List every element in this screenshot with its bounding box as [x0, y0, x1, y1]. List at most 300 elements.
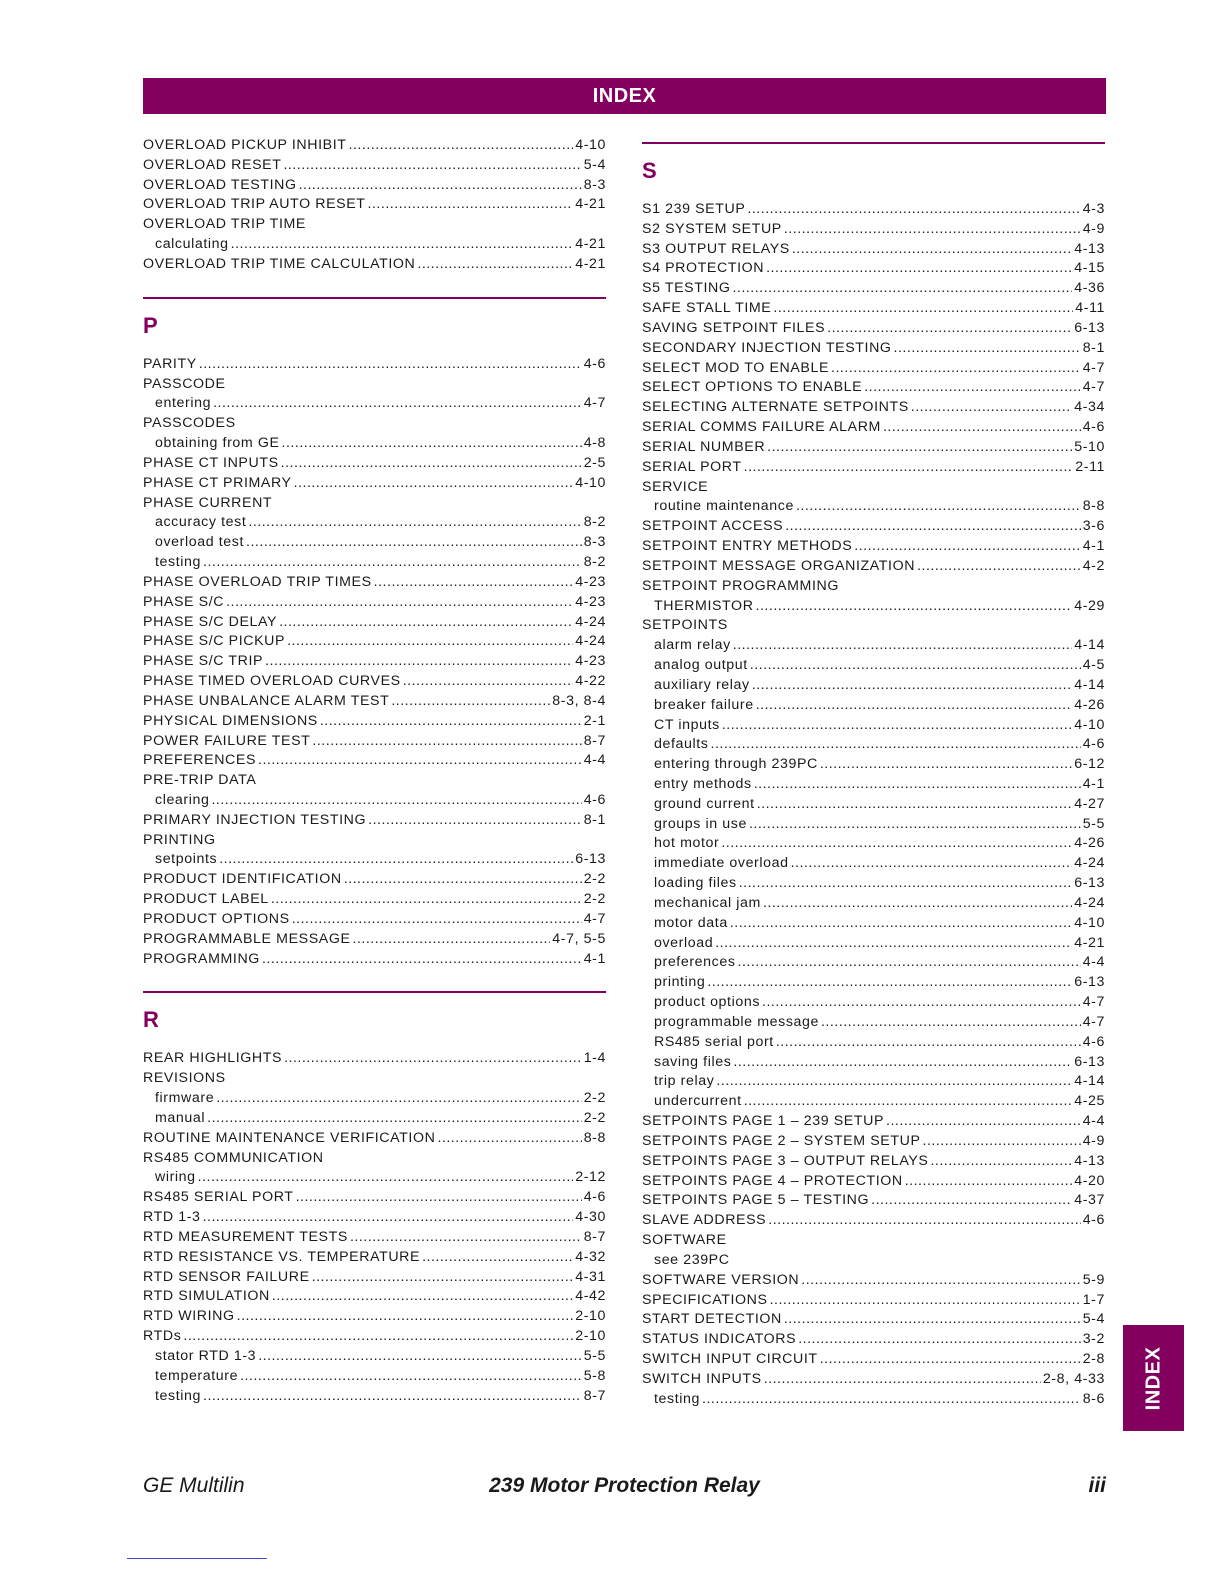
- index-subentry[interactable]: [642, 1053, 1105, 1073]
- footer-company: GE Multilin: [143, 1474, 245, 1497]
- index-entry[interactable]: [143, 1049, 606, 1069]
- index-entry[interactable]: [143, 1307, 606, 1327]
- entry-term: OVERLOAD TESTING: [143, 176, 297, 193]
- entry-page-ref: 4-7, 5-5: [552, 930, 606, 947]
- entry-page-ref: 4-21: [575, 196, 606, 213]
- entry-term: ground current: [654, 795, 755, 812]
- entry-term: SAFE STALL TIME: [642, 300, 772, 317]
- dot-leader: [739, 874, 1072, 894]
- dot-leader: [287, 632, 573, 652]
- index-entry[interactable]: [143, 1268, 606, 1288]
- entry-term: OVERLOAD PICKUP INHIBIT: [143, 136, 347, 153]
- dot-leader: [284, 1049, 582, 1069]
- entry-term: product options: [654, 994, 761, 1011]
- entry-page-ref: 4-24: [1074, 894, 1105, 911]
- index-subentry[interactable]: [642, 815, 1105, 835]
- index-entry[interactable]: [143, 474, 606, 494]
- index-subentry[interactable]: [143, 434, 606, 454]
- header-title: INDEX: [592, 84, 657, 107]
- dot-leader: [271, 890, 582, 910]
- entry-page-ref: 8-3: [583, 176, 606, 193]
- entry-term: overload: [654, 934, 714, 951]
- index-entry[interactable]: [642, 517, 1105, 537]
- dot-leader: [871, 1191, 1072, 1211]
- entry-term: calculating: [155, 236, 229, 253]
- index-subentry[interactable]: [143, 394, 606, 414]
- entry-term: motor data: [654, 914, 728, 931]
- index-entry[interactable]: [642, 359, 1105, 379]
- entry-term: SPECIFICATIONS: [642, 1291, 768, 1308]
- index-entry[interactable]: [143, 136, 606, 156]
- entry-term: PHASE UNBALANCE ALARM TEST: [143, 692, 390, 709]
- entry-term: SWITCH INPUT CIRCUIT: [642, 1351, 818, 1368]
- index-subentry[interactable]: [143, 1347, 606, 1367]
- index-subentry[interactable]: [143, 1168, 606, 1188]
- entry-page-ref: 5-5: [583, 1347, 606, 1364]
- dot-leader: [733, 636, 1072, 656]
- index-entry[interactable]: [642, 1112, 1105, 1132]
- dot-leader: [258, 1347, 582, 1367]
- index-entry: [143, 771, 606, 791]
- entry-page-ref: 1-7: [1082, 1291, 1105, 1308]
- index-entry[interactable]: [143, 632, 606, 652]
- dot-leader: [258, 751, 582, 771]
- index-subentry[interactable]: [642, 1390, 1105, 1410]
- entry-term: REAR HIGHLIGHTS: [143, 1050, 283, 1067]
- index-entry[interactable]: [143, 1129, 606, 1149]
- index-subentry[interactable]: [642, 1033, 1105, 1053]
- index-entry[interactable]: [642, 1211, 1105, 1231]
- entry-term: saving files: [654, 1053, 732, 1070]
- entry-page-ref: 4-6: [1082, 1033, 1105, 1050]
- entry-term: PROGRAMMABLE MESSAGE: [143, 930, 351, 947]
- entry-page-ref: 4-14: [1074, 637, 1105, 654]
- index-entry[interactable]: [143, 672, 606, 692]
- index-subentry[interactable]: [642, 735, 1105, 755]
- index-entry[interactable]: [642, 200, 1105, 220]
- entry-page-ref: 4-7: [1082, 379, 1105, 396]
- entry-term: SETPOINTS: [642, 617, 728, 634]
- entry-term: undercurrent: [654, 1093, 742, 1110]
- index-entry[interactable]: [143, 732, 606, 752]
- dot-leader: [767, 438, 1072, 458]
- entry-page-ref: 4-6: [1082, 736, 1105, 753]
- left-sections: [143, 297, 606, 1407]
- entry-term: loading files: [654, 875, 737, 892]
- dot-leader: [756, 696, 1073, 716]
- entry-page-ref: 8-7: [583, 732, 606, 749]
- index-entry[interactable]: [642, 339, 1105, 359]
- entry-page-ref: 5-10: [1074, 438, 1105, 455]
- entry-page-ref: 4-23: [575, 653, 606, 670]
- index-entry: [642, 478, 1105, 498]
- entry-page-ref: 4-13: [1074, 1152, 1105, 1169]
- dot-leader: [199, 355, 582, 375]
- dot-leader: [240, 1367, 582, 1387]
- entry-term: POWER FAILURE TEST: [143, 732, 311, 749]
- left-index-column: [143, 136, 606, 1406]
- entry-page-ref: 4-9: [1082, 1132, 1105, 1149]
- entry-term: PRODUCT OPTIONS: [143, 910, 290, 927]
- entry-page-ref: 2-8: [1082, 1351, 1105, 1368]
- index-entry[interactable]: [143, 593, 606, 613]
- entry-page-ref: 2-5: [583, 454, 606, 471]
- index-subentry[interactable]: [143, 1367, 606, 1387]
- dot-leader: [752, 676, 1072, 696]
- dot-leader: [279, 613, 573, 633]
- entry-page-ref: 4-10: [575, 474, 606, 491]
- index-subentry[interactable]: [642, 676, 1105, 696]
- index-entry[interactable]: [642, 378, 1105, 398]
- entry-term: wiring: [155, 1169, 196, 1186]
- index-entry[interactable]: [642, 418, 1105, 438]
- index-entry[interactable]: [143, 890, 606, 910]
- entry-page-ref: 4-7: [583, 395, 606, 412]
- index-subentry[interactable]: [642, 914, 1105, 934]
- dot-leader: [296, 1188, 582, 1208]
- entry-page-ref: 4-8: [583, 435, 606, 452]
- dot-leader: [730, 914, 1072, 934]
- entry-page-ref: 8-1: [583, 811, 606, 828]
- entry-page-ref: 4-23: [575, 593, 606, 610]
- entry-term: SERIAL PORT: [642, 458, 742, 475]
- dot-leader: [754, 775, 1081, 795]
- entry-term: SETPOINT MESSAGE ORGANIZATION: [642, 557, 916, 574]
- index-entry[interactable]: [642, 1370, 1105, 1390]
- index-entry: [143, 414, 606, 434]
- dot-leader: [796, 497, 1081, 517]
- index-entry[interactable]: [642, 220, 1105, 240]
- index-entry[interactable]: [143, 692, 606, 712]
- index-entry[interactable]: [642, 1310, 1105, 1330]
- dot-leader: [715, 934, 1072, 954]
- dot-leader: [917, 557, 1081, 577]
- dot-leader: [784, 1310, 1081, 1330]
- index-subentry[interactable]: [143, 235, 606, 255]
- index-entry[interactable]: [642, 1330, 1105, 1350]
- index-subentry[interactable]: [642, 953, 1105, 973]
- dot-leader: [744, 458, 1074, 478]
- index-entry[interactable]: [143, 1248, 606, 1268]
- entry-term: START DETECTION: [642, 1311, 782, 1328]
- entry-term: groups in use: [654, 815, 747, 832]
- index-entry[interactable]: [642, 1271, 1105, 1291]
- entry-page-ref: 4-9: [1082, 220, 1105, 237]
- dot-leader: [854, 537, 1080, 557]
- entry-term: testing: [155, 1387, 202, 1404]
- entry-term: RTDs: [143, 1328, 182, 1345]
- entry-term: see 239PC: [654, 1251, 730, 1268]
- dot-leader: [798, 1330, 1081, 1350]
- index-entry[interactable]: [143, 1327, 606, 1347]
- index-entry[interactable]: [642, 537, 1105, 557]
- index-entry[interactable]: [642, 240, 1105, 260]
- index-subentry[interactable]: [143, 791, 606, 811]
- index-entry[interactable]: [143, 195, 606, 215]
- dot-leader: [785, 517, 1080, 537]
- dot-leader: [216, 1089, 581, 1109]
- index-entry[interactable]: [143, 454, 606, 474]
- entry-page-ref: 2-8, 4-33: [1042, 1370, 1105, 1387]
- index-entry[interactable]: [143, 751, 606, 771]
- entry-page-ref: 4-14: [1074, 676, 1105, 693]
- index-subentry[interactable]: [642, 835, 1105, 855]
- dot-leader: [784, 220, 1081, 240]
- entry-term: testing: [654, 1390, 701, 1407]
- dot-leader: [773, 299, 1073, 319]
- entry-term: S3 OUTPUT RELAYS: [642, 240, 790, 257]
- entry-term: entering through 239PC: [654, 756, 818, 773]
- index-entry[interactable]: [642, 398, 1105, 418]
- entry-page-ref: 2-2: [583, 871, 606, 888]
- dot-leader: [198, 1168, 574, 1188]
- dot-leader: [265, 652, 573, 672]
- entry-term: defaults: [654, 736, 709, 753]
- dot-leader: [417, 255, 573, 275]
- index-entry[interactable]: [642, 458, 1105, 478]
- index-subentry[interactable]: [642, 1092, 1105, 1112]
- index-subentry[interactable]: [642, 854, 1105, 874]
- index-subentry[interactable]: [143, 1109, 606, 1129]
- index-entry[interactable]: [143, 930, 606, 950]
- dot-leader: [299, 176, 582, 196]
- entry-page-ref: 4-14: [1074, 1073, 1105, 1090]
- dot-leader: [883, 418, 1081, 438]
- index-entry[interactable]: [143, 1228, 606, 1248]
- dot-leader: [768, 1211, 1080, 1231]
- index-entry[interactable]: [642, 1350, 1105, 1370]
- index-subentry[interactable]: [642, 973, 1105, 993]
- index-subentry[interactable]: [642, 795, 1105, 815]
- index-entry[interactable]: [642, 319, 1105, 339]
- dot-leader: [905, 1172, 1072, 1192]
- entry-term: RS485 COMMUNICATION: [143, 1149, 324, 1166]
- index-entry[interactable]: [143, 1208, 606, 1228]
- entry-page-ref: 4-1: [1082, 776, 1105, 792]
- dot-leader: [886, 1112, 1081, 1132]
- entry-page-ref: 4-15: [1074, 260, 1105, 277]
- dot-leader: [750, 656, 1081, 676]
- entry-page-ref: 4-4: [583, 752, 606, 769]
- dot-leader: [766, 259, 1072, 279]
- entry-term: OVERLOAD TRIP TIME: [143, 216, 306, 233]
- entry-term: SOFTWARE VERSION: [642, 1271, 800, 1288]
- dot-leader: [246, 533, 582, 553]
- entry-term: routine maintenance: [654, 498, 794, 515]
- index-subentry[interactable]: [642, 1013, 1105, 1033]
- dot-leader: [353, 930, 551, 950]
- entry-term: S2 SYSTEM SETUP: [642, 220, 782, 237]
- dot-leader: [282, 434, 582, 454]
- dot-leader: [219, 851, 573, 871]
- dot-leader: [203, 1208, 574, 1228]
- dot-leader: [391, 692, 550, 712]
- index-section: [143, 991, 606, 1406]
- entry-term: SETPOINTS PAGE 1 – 239 SETUP: [642, 1113, 885, 1130]
- index-subentry[interactable]: [143, 513, 606, 533]
- entry-term: PHASE CURRENT: [143, 494, 273, 511]
- index-entry[interactable]: [642, 1191, 1105, 1211]
- entry-page-ref: 4-31: [575, 1268, 606, 1285]
- index-subentry[interactable]: [642, 696, 1105, 716]
- entry-page-ref: 4-4: [1082, 1113, 1105, 1130]
- index-entry[interactable]: [143, 613, 606, 633]
- index-entry[interactable]: [642, 1291, 1105, 1311]
- entry-term: PHASE S/C: [143, 593, 225, 610]
- index-subentry[interactable]: [642, 775, 1105, 795]
- index-entry: [143, 1069, 606, 1089]
- index-subentry[interactable]: [642, 894, 1105, 914]
- entry-page-ref: 4-37: [1074, 1192, 1105, 1209]
- entry-page-ref: 4-42: [575, 1288, 606, 1305]
- dot-leader: [368, 811, 582, 831]
- dot-leader: [820, 755, 1072, 775]
- section-divider: [143, 297, 606, 299]
- index-subentry[interactable]: [642, 755, 1105, 775]
- index-entry[interactable]: [143, 910, 606, 930]
- dot-leader: [744, 1092, 1073, 1112]
- entry-term: PHASE OVERLOAD TRIP TIMES: [143, 573, 372, 590]
- index-entry[interactable]: [143, 950, 606, 970]
- index-subentry[interactable]: [642, 1072, 1105, 1092]
- index-entry[interactable]: [143, 355, 606, 375]
- section-divider: [143, 991, 606, 993]
- index-entry[interactable]: [143, 156, 606, 176]
- index-entry[interactable]: [143, 255, 606, 275]
- entry-page-ref: 4-22: [575, 673, 606, 690]
- index-subentry[interactable]: [642, 934, 1105, 954]
- right-sections: [642, 142, 1105, 1410]
- index-subentry[interactable]: [642, 656, 1105, 676]
- entry-term: PRIMARY INJECTION TESTING: [143, 811, 367, 828]
- index-entry[interactable]: [642, 279, 1105, 299]
- index-entry[interactable]: [642, 1172, 1105, 1192]
- dot-leader: [722, 716, 1072, 736]
- entry-page-ref: 6-13: [575, 851, 606, 868]
- index-entry[interactable]: [143, 1287, 606, 1307]
- index-entry[interactable]: [642, 259, 1105, 279]
- index-subentry[interactable]: [642, 716, 1105, 736]
- index-subentry[interactable]: [642, 993, 1105, 1013]
- entry-term: PHASE CT PRIMARY: [143, 474, 292, 491]
- dot-leader: [231, 235, 574, 255]
- index-subentry[interactable]: [143, 533, 606, 553]
- index-entry[interactable]: [143, 652, 606, 672]
- dot-leader: [776, 1033, 1081, 1053]
- index-subentry[interactable]: [642, 497, 1105, 517]
- entry-term: SOFTWARE: [642, 1232, 727, 1249]
- entry-page-ref: 4-32: [575, 1248, 606, 1265]
- index-subentry[interactable]: [642, 636, 1105, 656]
- entry-term: stator RTD 1-3: [155, 1347, 257, 1364]
- entry-page-ref: 6-13: [1074, 974, 1105, 991]
- entry-term: RTD 1-3: [143, 1209, 201, 1226]
- dot-leader: [203, 553, 582, 573]
- entry-page-ref: 4-10: [1074, 716, 1105, 733]
- entry-term: THERMISTOR: [654, 597, 754, 614]
- dot-leader: [733, 1053, 1072, 1073]
- dot-leader: [349, 136, 574, 156]
- entry-term: alarm relay: [654, 637, 731, 654]
- entry-term: breaker failure: [654, 696, 754, 713]
- left-top-entries: [143, 136, 606, 275]
- entry-page-ref: 8-3: [583, 534, 606, 551]
- section-letter-heading: R: [143, 1007, 159, 1033]
- index-entry[interactable]: [143, 811, 606, 831]
- entry-term: PROGRAMMING: [143, 950, 260, 967]
- entry-page-ref: 5-8: [583, 1367, 606, 1384]
- index-entry[interactable]: [143, 176, 606, 196]
- dot-leader: [207, 1109, 582, 1129]
- entry-term: entry methods: [654, 776, 752, 792]
- dot-leader: [764, 1370, 1041, 1390]
- index-entry[interactable]: [143, 712, 606, 732]
- entry-term: SETPOINTS PAGE 3 – OUTPUT RELAYS: [642, 1152, 929, 1169]
- index-entry: [143, 494, 606, 514]
- dot-leader: [792, 240, 1072, 260]
- index-subentry[interactable]: [143, 1089, 606, 1109]
- index-subentry[interactable]: [143, 1387, 606, 1407]
- entry-term: printing: [654, 974, 706, 991]
- index-entry[interactable]: [642, 557, 1105, 577]
- index-subentry[interactable]: [642, 874, 1105, 894]
- dot-leader: [272, 1287, 573, 1307]
- entry-term: SETPOINTS PAGE 2 – SYSTEM SETUP: [642, 1132, 921, 1149]
- entry-page-ref: 4-30: [575, 1209, 606, 1226]
- side-tab-label: INDEX: [1142, 1346, 1164, 1410]
- entry-page-ref: 3-2: [1082, 1331, 1105, 1348]
- entry-page-ref: 4-11: [1075, 300, 1105, 317]
- index-entry[interactable]: [143, 1188, 606, 1208]
- entry-page-ref: 4-23: [575, 573, 606, 590]
- index-entry: [642, 577, 1105, 597]
- index-subentry[interactable]: [642, 597, 1105, 617]
- entry-term: RTD WIRING: [143, 1308, 235, 1325]
- index-entry[interactable]: [642, 438, 1105, 458]
- entry-page-ref: 4-1: [583, 950, 606, 967]
- bottom-link-underline: [127, 1558, 267, 1559]
- entry-term: SETPOINTS PAGE 4 – PROTECTION: [642, 1172, 903, 1189]
- index-subentry[interactable]: [143, 851, 606, 871]
- entry-term: PRINTING: [143, 831, 216, 848]
- entry-term: preferences: [654, 954, 736, 971]
- entry-term: auxiliary relay: [654, 676, 750, 693]
- page-footer: [143, 1474, 1106, 1502]
- entry-page-ref: 5-4: [1082, 1311, 1105, 1328]
- index-entry[interactable]: [143, 870, 606, 890]
- entry-page-ref: 4-27: [1074, 795, 1105, 812]
- index-subentry[interactable]: [143, 553, 606, 573]
- index-entry[interactable]: [642, 299, 1105, 319]
- entry-term: RTD RESISTANCE VS. TEMPERATURE: [143, 1248, 421, 1265]
- entry-page-ref: 4-24: [575, 633, 606, 650]
- index-entry[interactable]: [642, 1152, 1105, 1172]
- footer-page-number: iii: [1088, 1474, 1106, 1497]
- entry-term: PHASE CT INPUTS: [143, 454, 279, 471]
- index-entry: [143, 375, 606, 395]
- dot-leader: [864, 378, 1081, 398]
- dot-leader: [262, 950, 582, 970]
- index-subentry: [642, 1251, 1105, 1271]
- index-side-tab[interactable]: [1123, 1325, 1184, 1431]
- entry-term: SETPOINTS PAGE 5 – TESTING: [642, 1192, 870, 1209]
- entry-term: obtaining from GE: [155, 435, 280, 452]
- index-entry[interactable]: [642, 1132, 1105, 1152]
- dot-leader: [733, 279, 1073, 299]
- entry-term: ROUTINE MAINTENANCE VERIFICATION: [143, 1129, 436, 1146]
- index-entry[interactable]: [143, 573, 606, 593]
- entry-term: STATUS INDICATORS: [642, 1331, 797, 1348]
